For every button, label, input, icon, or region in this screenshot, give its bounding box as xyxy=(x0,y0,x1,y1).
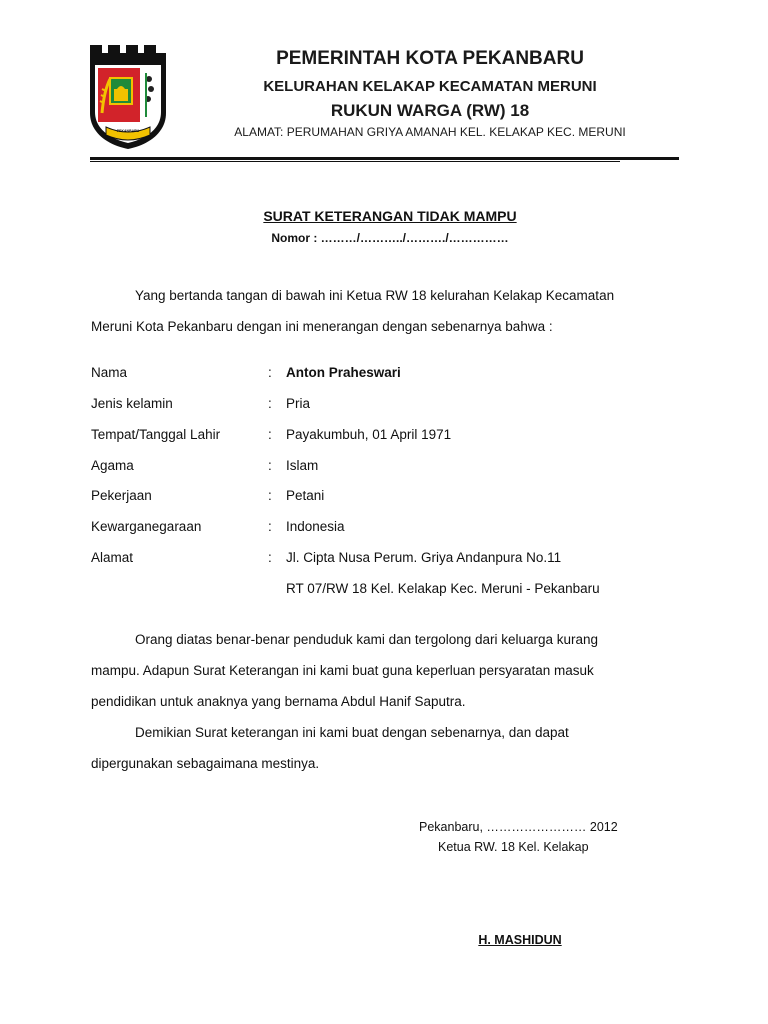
field-colon: : xyxy=(268,396,272,411)
field-colon: : xyxy=(268,519,272,534)
intro-paragraph xyxy=(91,280,685,342)
field-colon: : xyxy=(268,458,272,473)
field-value: Pria xyxy=(286,396,311,411)
field-label: Kewarganegaraan xyxy=(91,519,202,534)
closing-line-2: dipergunakan sebagaimana mestinya. xyxy=(91,756,320,771)
emblem-shield-icon xyxy=(88,43,168,151)
emblem-banner-text: PEKANBARU xyxy=(116,129,140,133)
closing-line-1: Demikian Surat keterangan ini kami buat dengan sebenarnya, dan dapat xyxy=(135,725,569,740)
field-colon: : xyxy=(268,488,272,503)
body-line-2: mampu. Adapun Surat Keterangan ini kami buat guna keperluan persyaratan masuk xyxy=(91,663,594,678)
signature-name: H. MASHIDUN xyxy=(478,933,562,947)
city-emblem-logo xyxy=(88,43,168,151)
header-divider-thick xyxy=(90,157,679,160)
letter-title: SURAT KETERANGAN TIDAK MAMPU xyxy=(263,208,517,224)
intro-line-1: Yang bertanda tangan di bawah ini Ketua RW 18 kelurahan Kelakap Kecamatan xyxy=(135,288,615,303)
field-label: Alamat xyxy=(91,550,134,565)
field-value: Indonesia xyxy=(286,519,345,534)
header-rw: RUKUN WARGA (RW) 18 xyxy=(330,101,530,120)
signature-position: Ketua RW. 18 Kel. Kelakap xyxy=(438,840,589,854)
header-government: PEMERINTAH KOTA PEKANBARU xyxy=(276,48,584,69)
header-divider-thin xyxy=(90,161,620,162)
field-colon: : xyxy=(268,365,272,380)
body-line-1: Orang diatas benar-benar penduduk kami dan tergolong dari keluarga kurang xyxy=(135,632,599,647)
intro-line-2: Meruni Kota Pekanbaru dengan ini menerangan dengan sebenarnya bahwa : xyxy=(91,319,553,334)
field-value: Islam xyxy=(286,458,319,473)
field-label: Tempat/Tanggal Lahir xyxy=(91,427,221,442)
field-value-address-line-2: RT 07/RW 18 Kel. Kelakap Kec. Meruni - Pekanbaru xyxy=(286,581,600,596)
header-kelurahan: KELURAHAN KELAKAP KECAMATAN MERUNI xyxy=(263,78,597,95)
field-label: Nama xyxy=(91,365,128,380)
field-value: Petani xyxy=(286,488,325,503)
body-paragraph xyxy=(91,624,685,779)
signature-place-date: Pekanbaru, …………………… 2012 xyxy=(419,820,618,834)
field-label: Jenis kelamin xyxy=(91,396,173,411)
field-label: Agama xyxy=(91,458,134,473)
field-label: Pekerjaan xyxy=(91,488,152,503)
field-value: Payakumbuh, 01 April 1971 xyxy=(286,427,452,442)
field-value: Jl. Cipta Nusa Perum. Griya Andanpura No.11 xyxy=(286,550,562,565)
field-colon: : xyxy=(268,427,272,442)
header-address: ALAMAT: PERUMAHAN GRIYA AMANAH KEL. KELAKAP KEC. MERUNI xyxy=(234,125,626,139)
body-line-3: pendidikan untuk anaknya yang bernama Abdul Hanif Saputra. xyxy=(91,694,466,709)
field-value-name: Anton Praheswari xyxy=(286,365,401,380)
field-colon: : xyxy=(268,550,272,565)
letter-number: Nomor : ………/………../………./…………… xyxy=(271,231,509,245)
